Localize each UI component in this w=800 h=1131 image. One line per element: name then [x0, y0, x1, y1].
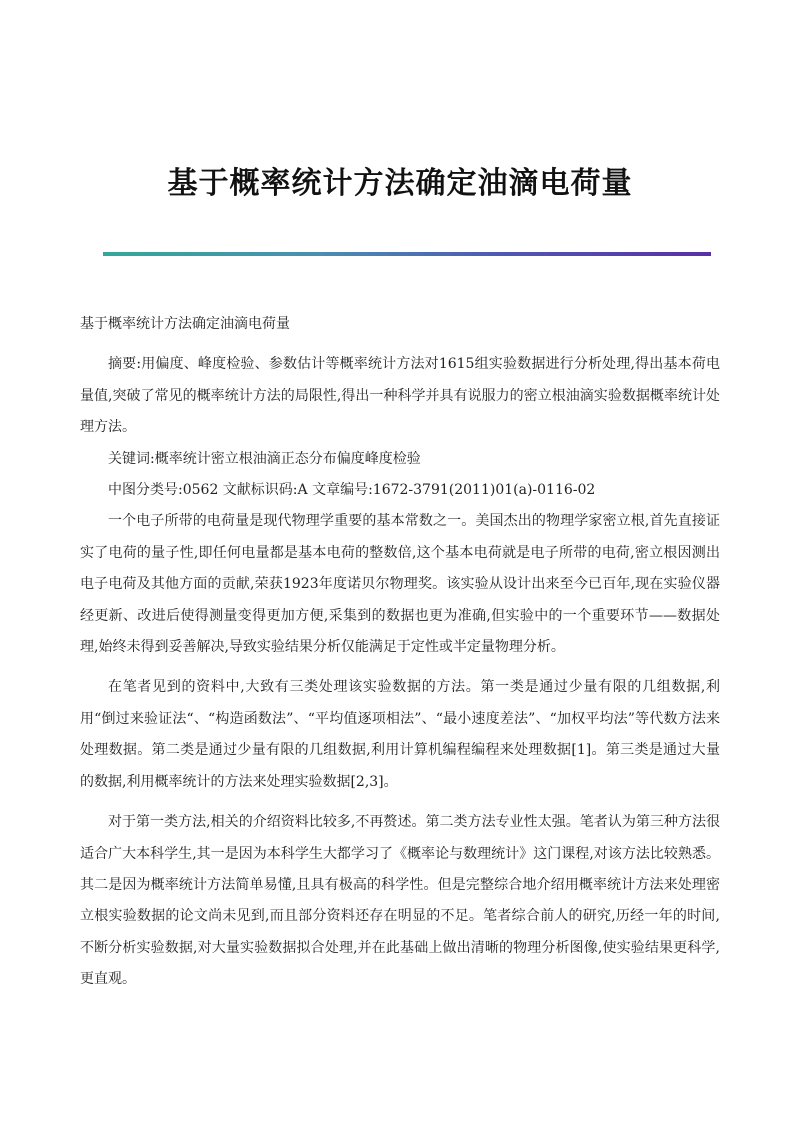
paragraph-3: 对于第一类方法,相关的介绍资料比较多,不再赘述。第二类方法专业性太强。笔者认为第三种方法很适合广大本科学生,其一是因为本科学生大都学习了《概率论与数理统计》这门课程,对该方法比较熟悉。其二是因为概率统计方法简单易懂,且具有极高的科学性。但是完整综合地介绍用概率统计方法来处理密立根实验数据的论文尚未见到,而且部分资料还存在明显的不足。笔者综合前人的研究,历经一年的时间,不断分析实验数据,对大量实验数据拟合处理,并在此基础上做出清晰的物理分析图像,使实验结果更科学,更直观。 — [80, 814, 720, 988]
abstract: 摘要:用偏度、峰度检验、参数估计等概率统计方法对1615组实验数据进行分析处理,得出基本荷电量值,突破了常见的概率统计方法的局限性,得出一种科学并具有说服力的密立根油滴实验数据概率统计处理方法。 — [80, 356, 720, 436]
article-body — [80, 309, 720, 996]
document-title: 基于概率统计方法确定油滴电荷量 — [167, 166, 633, 201]
paragraph-2: 在笔者见到的资料中,大致有三类处理该实验数据的方法。第一类是通过少量有限的几组数据,利用“倒过来验证法“、“构造函数法”、“平均值逐项相法”、“最小速度差法”、“加权平均法”等代数方法来处理数据。第二类是通过少量有限的几组数据,利用计算机编程编程来处理数据[1]。第三类是通过大量的数据,利用概率统计的方法来处理实验数据[2,3]。 — [80, 679, 720, 790]
keywords: 关键词:概率统计密立根油滴正态分布偏度峰度检验 — [108, 450, 421, 467]
title-divider — [103, 252, 711, 256]
paragraph-1: 一个电子所带的电荷量是现代物理学重要的基本常数之一。美国杰出的物理学家密立根,首先直接证实了电荷的量子性,即任何电量都是基本电荷的整数倍,这个基本电荷就是电子所带的电荷,密立根因测出电子电荷及其他方面的贡献,荣获1923年度诺贝尔物理奖。该实验从设计出来至今已百年,现在实验仪器经更新、改进后使得测量变得更加方便,采集到的数据也更为准确,但实验中的一个重要环节——数据处理,始终未得到妥善解决,导致实验结果分析仅能满足于定性或半定量物理分析。 — [80, 513, 720, 656]
article-subtitle: 基于概率统计方法确定油滴电荷量 — [80, 316, 290, 332]
classification-info: 中图分类号:0562 文献标识码:A 文章编号:1672-3791(2011)01(a)-0116-02 — [108, 482, 596, 499]
